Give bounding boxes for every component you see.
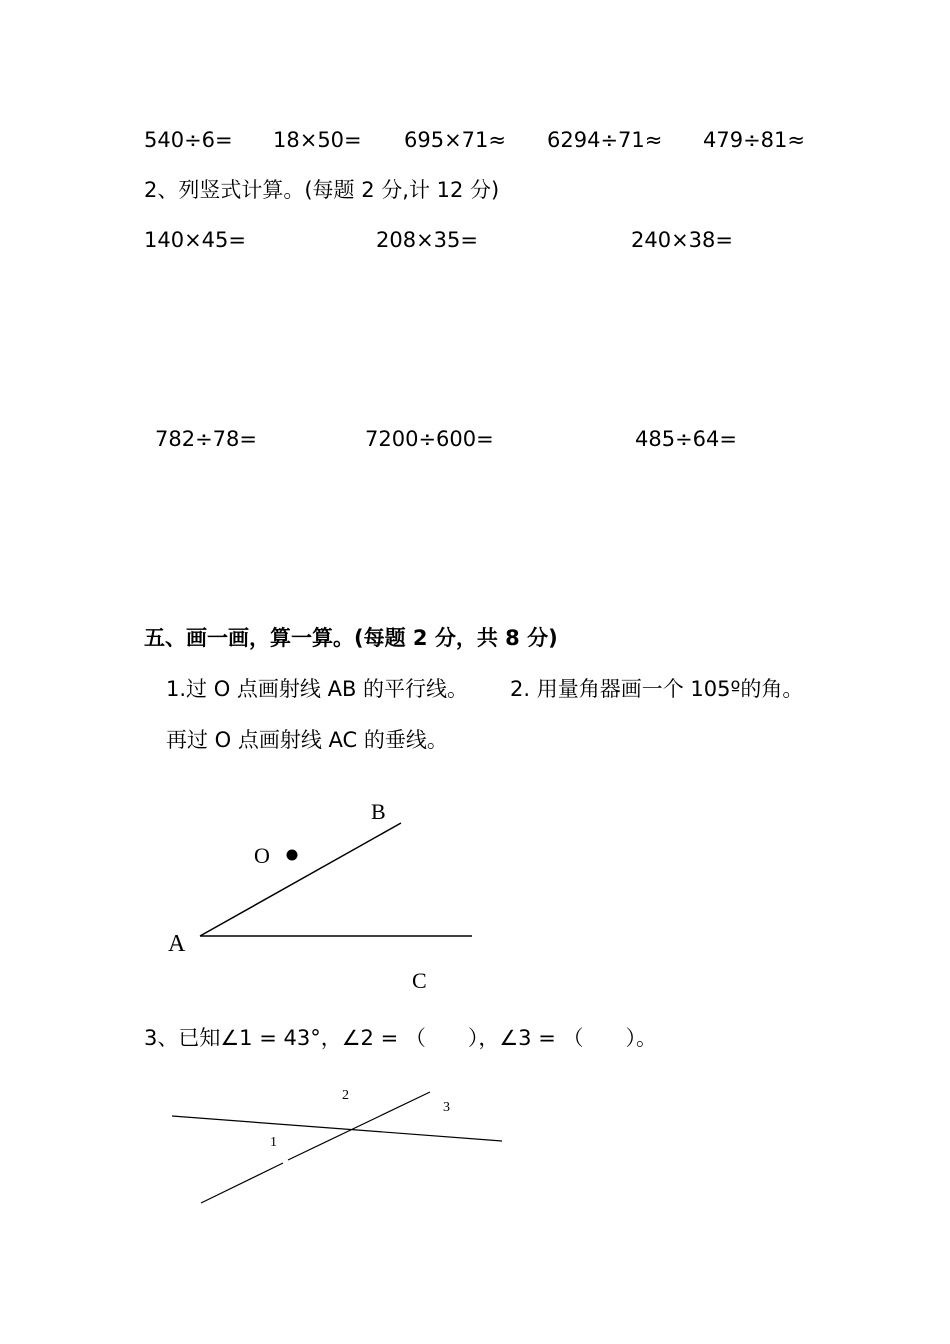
question-text: 3、已知∠1 = 43°，∠2 = （ ），∠3 = （ ）。 bbox=[144, 1026, 657, 1050]
angle-label-3: 3 bbox=[443, 1100, 450, 1115]
label-o: O bbox=[254, 843, 270, 868]
vertical-expression: 7200÷600= bbox=[365, 427, 494, 451]
vertical-expression: 140×45= bbox=[144, 228, 246, 252]
line-diagonal-lower bbox=[201, 1163, 283, 1203]
question-text: 1.过 O 点画射线 AB 的平行线。 bbox=[166, 677, 469, 701]
question-text: 再过 O 点画射线 AC 的垂线。 bbox=[166, 728, 448, 752]
oral-expression: 695×71≈ bbox=[404, 128, 506, 152]
angle-label-2: 2 bbox=[342, 1088, 349, 1103]
vertical-expression: 208×35= bbox=[376, 228, 478, 252]
label-b: B bbox=[371, 799, 386, 824]
section-heading: 五、画一画，算一算。(每题 2 分，共 8 分) bbox=[144, 626, 558, 650]
vertical-expression: 240×38= bbox=[631, 228, 733, 252]
oral-expression: 18×50= bbox=[273, 128, 362, 152]
oral-expression: 6294÷71≈ bbox=[547, 128, 663, 152]
vertical-expression: 782÷78= bbox=[155, 427, 257, 451]
question-text: 2. 用量角器画一个 105º的角。 bbox=[510, 677, 804, 701]
vertical-expression: 485÷64= bbox=[635, 427, 737, 451]
angle-label-1: 1 bbox=[270, 1135, 277, 1150]
section-heading: 2、列竖式计算。(每题 2 分,计 12 分) bbox=[144, 178, 500, 202]
oral-expression: 540÷6= bbox=[144, 128, 233, 152]
label-c: C bbox=[412, 968, 427, 993]
line-horizontal bbox=[172, 1116, 502, 1141]
label-a: A bbox=[168, 931, 186, 957]
oral-expression: 479÷81≈ bbox=[703, 128, 805, 152]
